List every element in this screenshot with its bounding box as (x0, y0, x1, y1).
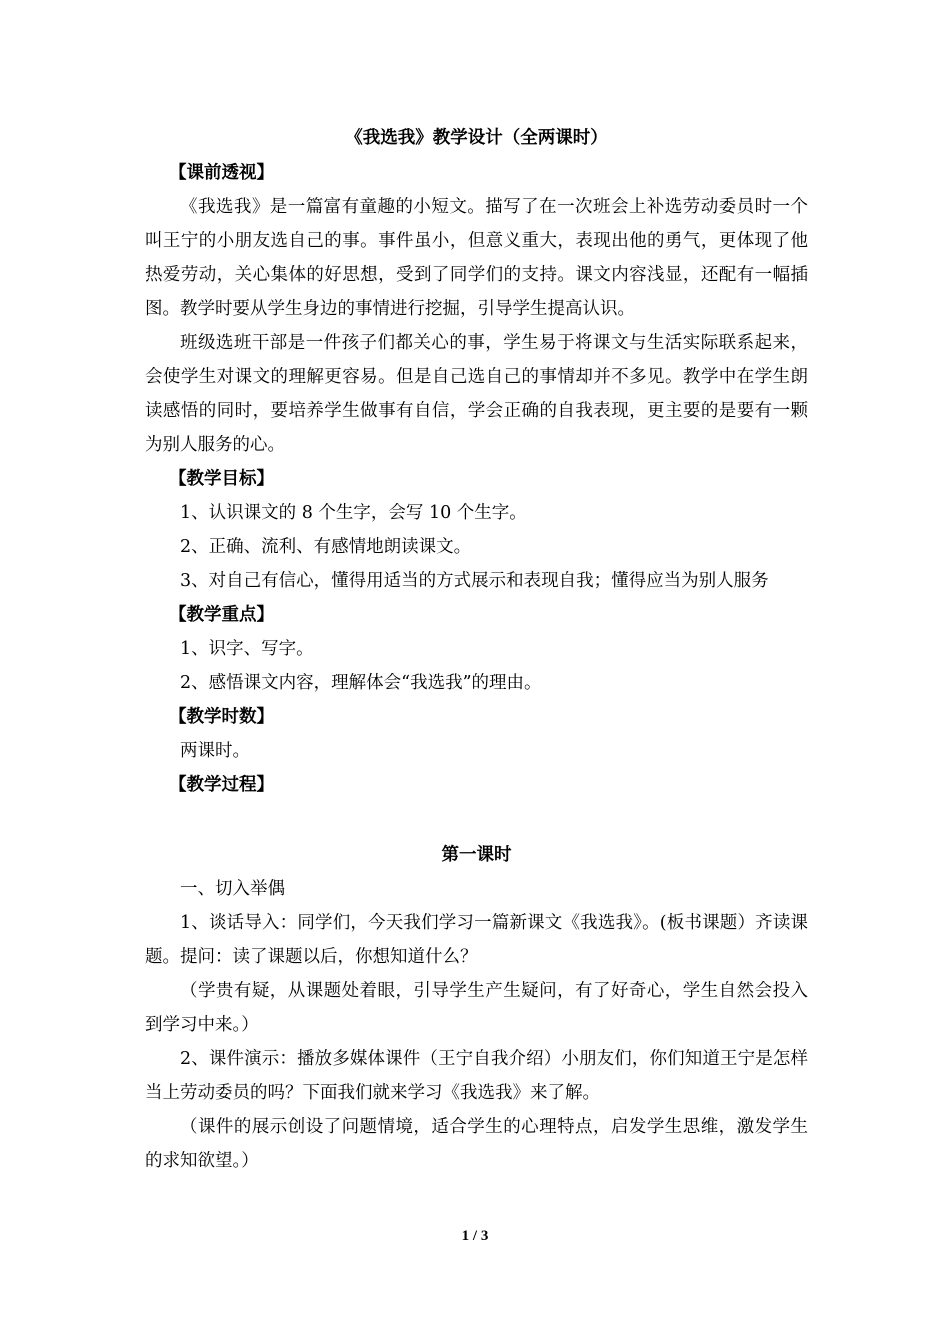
list-item: 两课时。 (180, 741, 250, 761)
list-item: 2、正确、流利、有感情地朗读课文。 (180, 537, 472, 557)
document-body (145, 122, 808, 1178)
paragraph: 1、谈话导入：同学们，今天我们学习一篇新课文《我选我》。(板书课题）齐读课题。提问：读了课题以后，你想知道什么？ (145, 913, 808, 967)
list-item: 2、感悟课文内容，理解体会“我选我”的理由。 (180, 673, 542, 693)
section-heading-preview: 【课前透视】 (169, 163, 274, 183)
paragraph: （课件的展示创设了问题情境，适合学生的心理特点，启发学生思维，激发学生的求知欲望。） (145, 1117, 808, 1171)
list-item: 1、识字、写字。 (180, 639, 314, 659)
paragraph: 班级选班干部是一件孩子们都关心的事，学生易于将课文与生活实际联系起来，会使学生对课文的理解更容易。但是自己选自己的事情却并不多见。教学中在学生朗读感悟的同时，要培养学生做事有自信，学会正确的自我表现，更主要的是要有一颗为别人服务的心。 (145, 333, 808, 455)
section-heading-goals: 【教学目标】 (169, 469, 274, 489)
paragraph: （学贵有疑，从课题处着眼，引导学生产生疑问，有了好奇心，学生自然会投入到学习中来。） (145, 981, 808, 1035)
section-heading-process: 【教学过程】 (169, 775, 274, 795)
section-heading-focus: 【教学重点】 (169, 605, 274, 625)
list-item: 3、对自己有信心，懂得用适当的方式展示和表现自我；懂得应当为别人服务 (180, 571, 769, 591)
paragraph: 《我选我》是一篇富有童趣的小短文。描写了在一次班会上补选劳动委员时一个叫王宁的小朋友选自己的事。事件虽小，但意义重大，表现出他的勇气，更体现了他热爱劳动，关心集体的好思想，受到了同学们的支持。课文内容浅显，还配有一幅插图。教学时要从学生身边的事情进行挖掘，引导学生提高认识。 (145, 197, 808, 319)
step-heading: 一、切入举偶 (180, 879, 285, 899)
page-number: 1 / 3 (461, 1228, 489, 1244)
paragraph: 2、课件演示：播放多媒体课件（王宁自我介绍）小朋友们，你们知道王宁是怎样当上劳动委员的吗？下面我们就来学习《我选我》来了解。 (145, 1049, 808, 1103)
list-item: 1、认识课文的 8 个生字，会写 10 个生字。 (180, 503, 527, 523)
document-title: 《我选我》教学设计（全两课时） (345, 128, 608, 148)
section-heading-hours: 【教学时数】 (169, 707, 274, 727)
lesson-title: 第一课时 (441, 845, 512, 865)
